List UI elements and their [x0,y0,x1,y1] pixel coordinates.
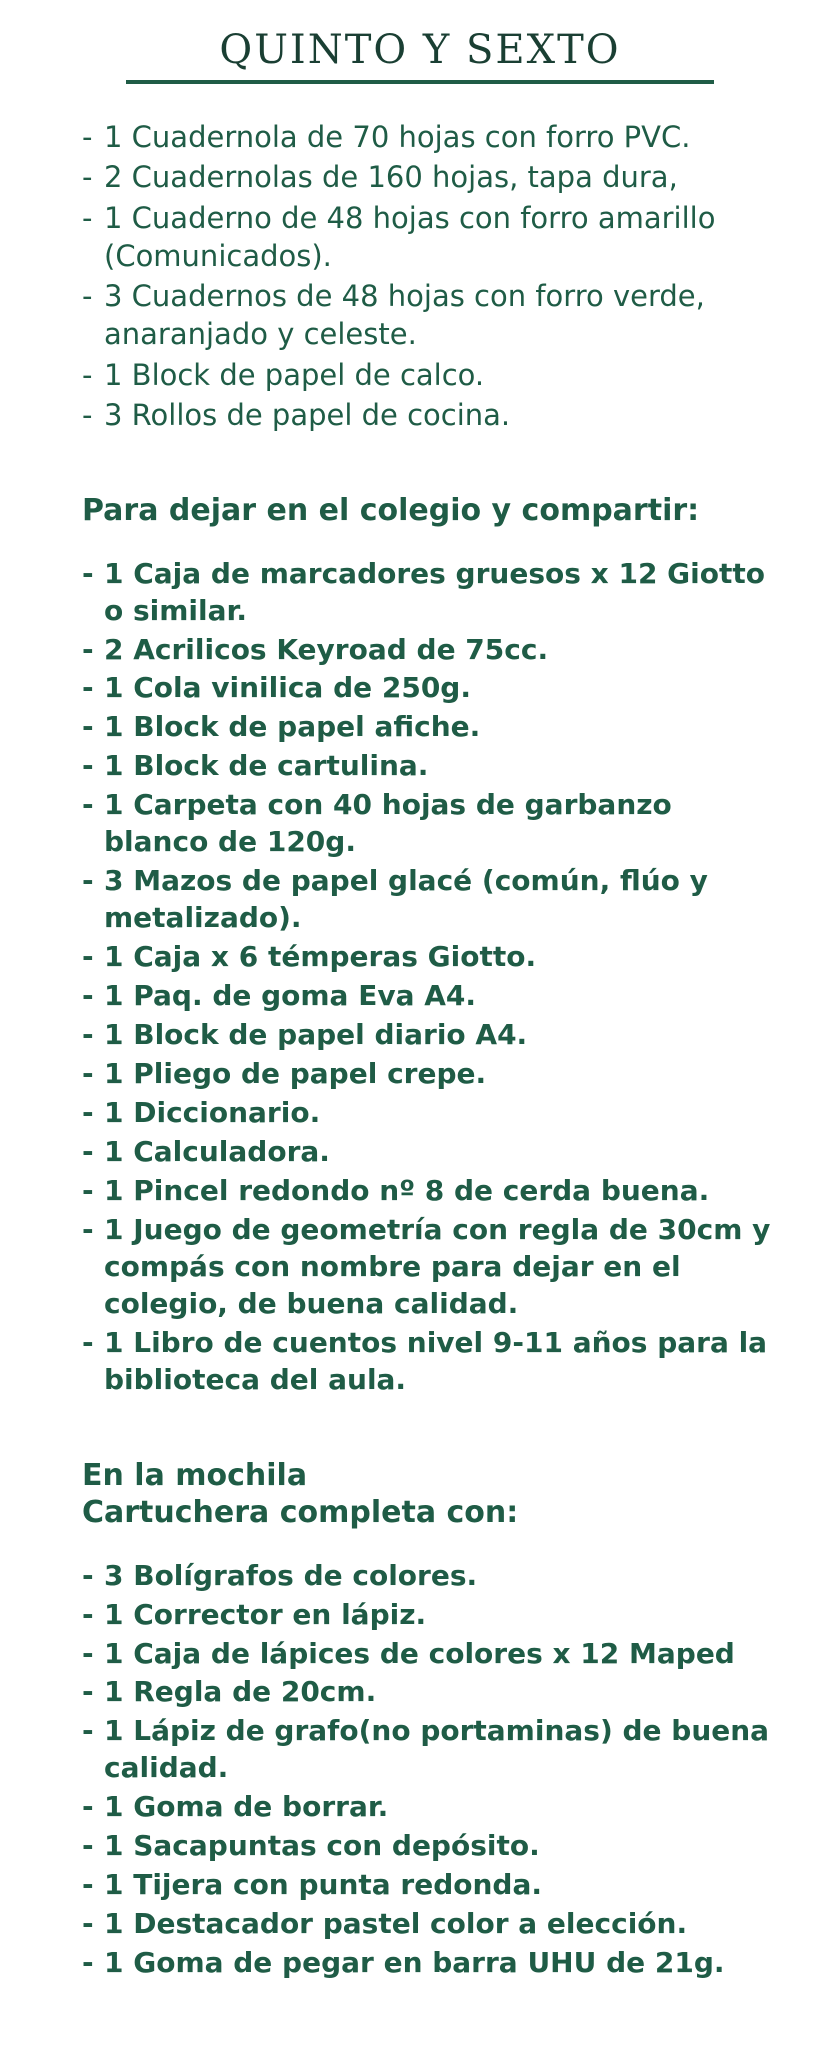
list-item-label: 1 Goma de pegar en barra UHU de 21g. [104,1946,725,1980]
dash-bullet: - [82,1212,94,1246]
list-item-label: 1 Cola vinilica de 250g. [104,671,471,705]
list-item [82,199,780,276]
dash-bullet: - [82,749,94,783]
list-item [82,709,780,746]
dash-bullet: - [82,788,94,822]
list-item [82,1056,780,1093]
list-item-label: 1 Caja x 6 témperas Giotto. [104,940,537,974]
list-item-label: 1 Tijera con punta redonda. [104,1868,543,1902]
list-item-label: 1 Paq. de goma Eva A4. [104,979,477,1013]
colegio-section [60,492,780,1398]
list-item [82,1789,780,1826]
dash-bullet: - [82,1868,94,1902]
dash-bullet: - [82,1790,94,1824]
dash-bullet: - [82,979,94,1013]
list-item [82,356,780,394]
list-item-label: 1 Juego de geometría con regla de 30cm y compás con nombre para dejar en el colegio, de buena calidad. [104,1212,771,1320]
section-heading-mochila: En la mochila [82,1457,308,1493]
list-item [82,670,780,707]
list-item [82,1134,780,1171]
list-item [82,1325,780,1399]
list-item [82,787,780,861]
list-item-label: 3 Cuadernos de 48 hojas con forro verde, anaranjado y celeste. [104,279,705,352]
dash-bullet: - [82,1095,94,1129]
dash-bullet: - [82,556,94,590]
list-item [82,939,780,976]
dash-bullet: - [82,1946,94,1980]
list-item-label: 1 Pliego de papel crepe. [104,1057,487,1091]
list-item-label: 1 Block de papel de calco. [104,357,485,392]
list-item [82,1597,780,1634]
list-item-label: 1 Caja de marcadores gruesos x 12 Giotto o similar. [104,556,765,627]
title-divider [126,80,714,84]
dash-bullet: - [82,1907,94,1941]
dash-bullet: - [82,1057,94,1091]
section-subheading-cartuchera: Cartuchera completa con: [82,1495,519,1531]
dash-bullet: - [82,120,93,154]
dash-bullet: - [82,160,93,195]
spacer [82,1532,780,1558]
dash-bullet: - [82,710,94,744]
intro-list [82,118,780,434]
list-item [82,1867,780,1904]
list-item [82,158,780,196]
list-item [82,863,780,937]
list-item-label: 1 Block de cartulina. [104,749,429,783]
dash-bullet: - [82,940,94,974]
list-item-label: 1 Sacapuntas con depósito. [104,1829,540,1863]
spacer [82,530,780,556]
dash-bullet: - [82,1714,94,1748]
list-item [82,1017,780,1054]
intro-section [60,118,780,434]
list-item-label: 1 Lápiz de grafo(no portaminas) de buena calidad. [104,1714,770,1785]
list-item [82,277,780,354]
list-item-label: 2 Cuadernolas de 160 hojas, tapa dura, [104,160,678,195]
dash-bullet: - [82,1018,94,1052]
mochila-section [60,1457,780,1982]
dash-bullet: - [82,1325,94,1359]
list-item [82,556,780,630]
list-item-label: 1 Goma de borrar. [104,1790,389,1824]
list-item-label: 1 Corrector en lápiz. [104,1597,427,1631]
list-item [82,1173,780,1210]
list-item [82,632,780,669]
list-item-label: 2 Acrilicos Keyroad de 75cc. [104,632,549,666]
dash-bullet: - [82,864,94,898]
list-item [82,1906,780,1943]
colegio-list [82,556,780,1399]
list-item-label: 3 Rollos de papel de cocina. [104,397,511,432]
list-item-label: 3 Bolígrafos de colores. [104,1558,478,1592]
list-item-label: 1 Block de papel diario A4. [104,1018,528,1052]
dash-bullet: - [82,632,94,666]
list-item [82,978,780,1015]
list-item [82,1095,780,1132]
list-item-label: 1 Diccionario. [104,1095,321,1129]
list-item [82,748,780,785]
list-item-label: 1 Carpeta con 40 hojas de garbanzo blanco de 120g. [104,788,672,859]
list-item [82,1713,780,1787]
list-item [82,1212,780,1323]
list-item-label: 3 Mazos de papel glacé (común, flúo y metalizado). [104,864,708,935]
dash-bullet: - [82,1597,94,1631]
dash-bullet: - [82,1829,94,1863]
list-item [82,1945,780,1982]
list-item-label: 1 Block de papel afiche. [104,710,481,744]
mochila-list [82,1558,780,1982]
list-item [82,396,780,434]
list-item [82,1828,780,1865]
dash-bullet: - [82,1675,94,1709]
dash-bullet: - [82,200,93,235]
list-item [82,118,780,156]
dash-bullet: - [82,1558,94,1592]
list-item-label: 1 Regla de 20cm. [104,1675,377,1709]
list-item [82,1674,780,1711]
list-item-label: 1 Pincel redondo nº 8 de cerda buena. [104,1173,710,1207]
dash-bullet: - [82,279,93,314]
list-item-label: 1 Calculadora. [104,1134,330,1168]
list-item-label: 1 Cuadernola de 70 hojas con forro PVC. [104,120,691,154]
dash-bullet: - [82,357,93,392]
dash-bullet: - [82,397,93,432]
spacer [60,436,780,492]
dash-bullet: - [82,1134,94,1168]
dash-bullet: - [82,671,94,705]
list-item [82,1636,780,1673]
dash-bullet: - [82,1636,94,1670]
list-item-label: 1 Cuaderno de 48 hojas con forro amarillo (Comunicados). [104,200,716,273]
list-item-label: 1 Destacador pastel color a elección. [104,1907,688,1941]
list-item-label: 1 Caja de lápices de colores x 12 Maped [104,1636,735,1670]
spacer [60,1401,780,1457]
section-heading-colegio: Para dejar en el colegio y compartir: [82,493,700,529]
page-title: QUINTO Y SEXTO [219,27,621,73]
list-item-label: 1 Libro de cuentos nivel 9-11 años para la biblioteca del aula. [104,1325,768,1396]
dash-bullet: - [82,1173,94,1207]
list-item [82,1558,780,1595]
